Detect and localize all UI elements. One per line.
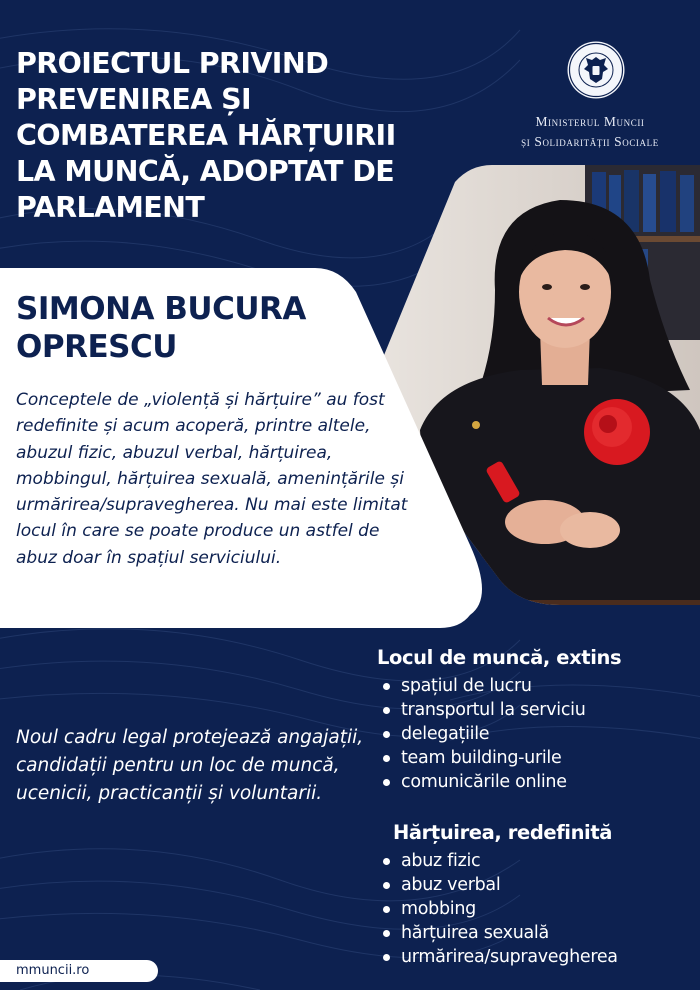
headline-line: PARLAMENT [16,191,205,224]
list-item: abuz verbal [377,873,618,897]
ministry-line-2: și Solidarității Sociale [521,134,659,149]
list-item: transportul la serviciu [377,698,586,722]
workplace-list [377,674,586,794]
headline-line: LA MUNCĂ, ADOPTAT DE [16,155,395,188]
harassment-title: Hărțuirea, redefinită [393,821,613,844]
headline-line: PREVENIREA ȘI [16,83,252,116]
harassment-list [377,849,618,969]
person-name-line-2: OPRESCU [16,329,177,365]
list-item: comunicările online [377,770,586,794]
list-item: abuz fizic [377,849,618,873]
headline-line: COMBATEREA HĂRȚUIRII [16,119,396,152]
list-item: team building-urile [377,746,586,770]
workplace-title: Locul de muncă, extins [377,646,622,669]
website-url: mmuncii.ro [0,960,158,982]
person-name-line-1: SIMONA BUCURA [16,291,306,327]
quote-text: Conceptele de „violență și hărțuire” au fost redefinite și acum acoperă, printre altele, abuzul fizic, abuzul verbal, hărțuirea, mobbingul, hărțuirea sexuală, amenințările și urmărirea/supravegherea. Nu mai este limitat locul în care se poate produce un astfel de abuz doar în spațiul serviciului. [16,390,408,568]
headline-line: PROIECTUL PRIVIND [16,47,329,80]
list-item: mobbing [377,897,618,921]
person-name [16,290,306,366]
list-item: spațiul de lucru [377,674,586,698]
list-item: urmărirea/supravegherea [377,945,618,969]
list-item: delegațiile [377,722,586,746]
ministry-line-1: Ministerul Muncii [535,114,645,129]
list-item: hărțuirea sexuală [377,921,618,945]
protection-statement: Noul cadru legal protejează angajații, candidații pentru un loc de muncă, ucenicii, practicanții și voluntarii. [16,727,364,804]
